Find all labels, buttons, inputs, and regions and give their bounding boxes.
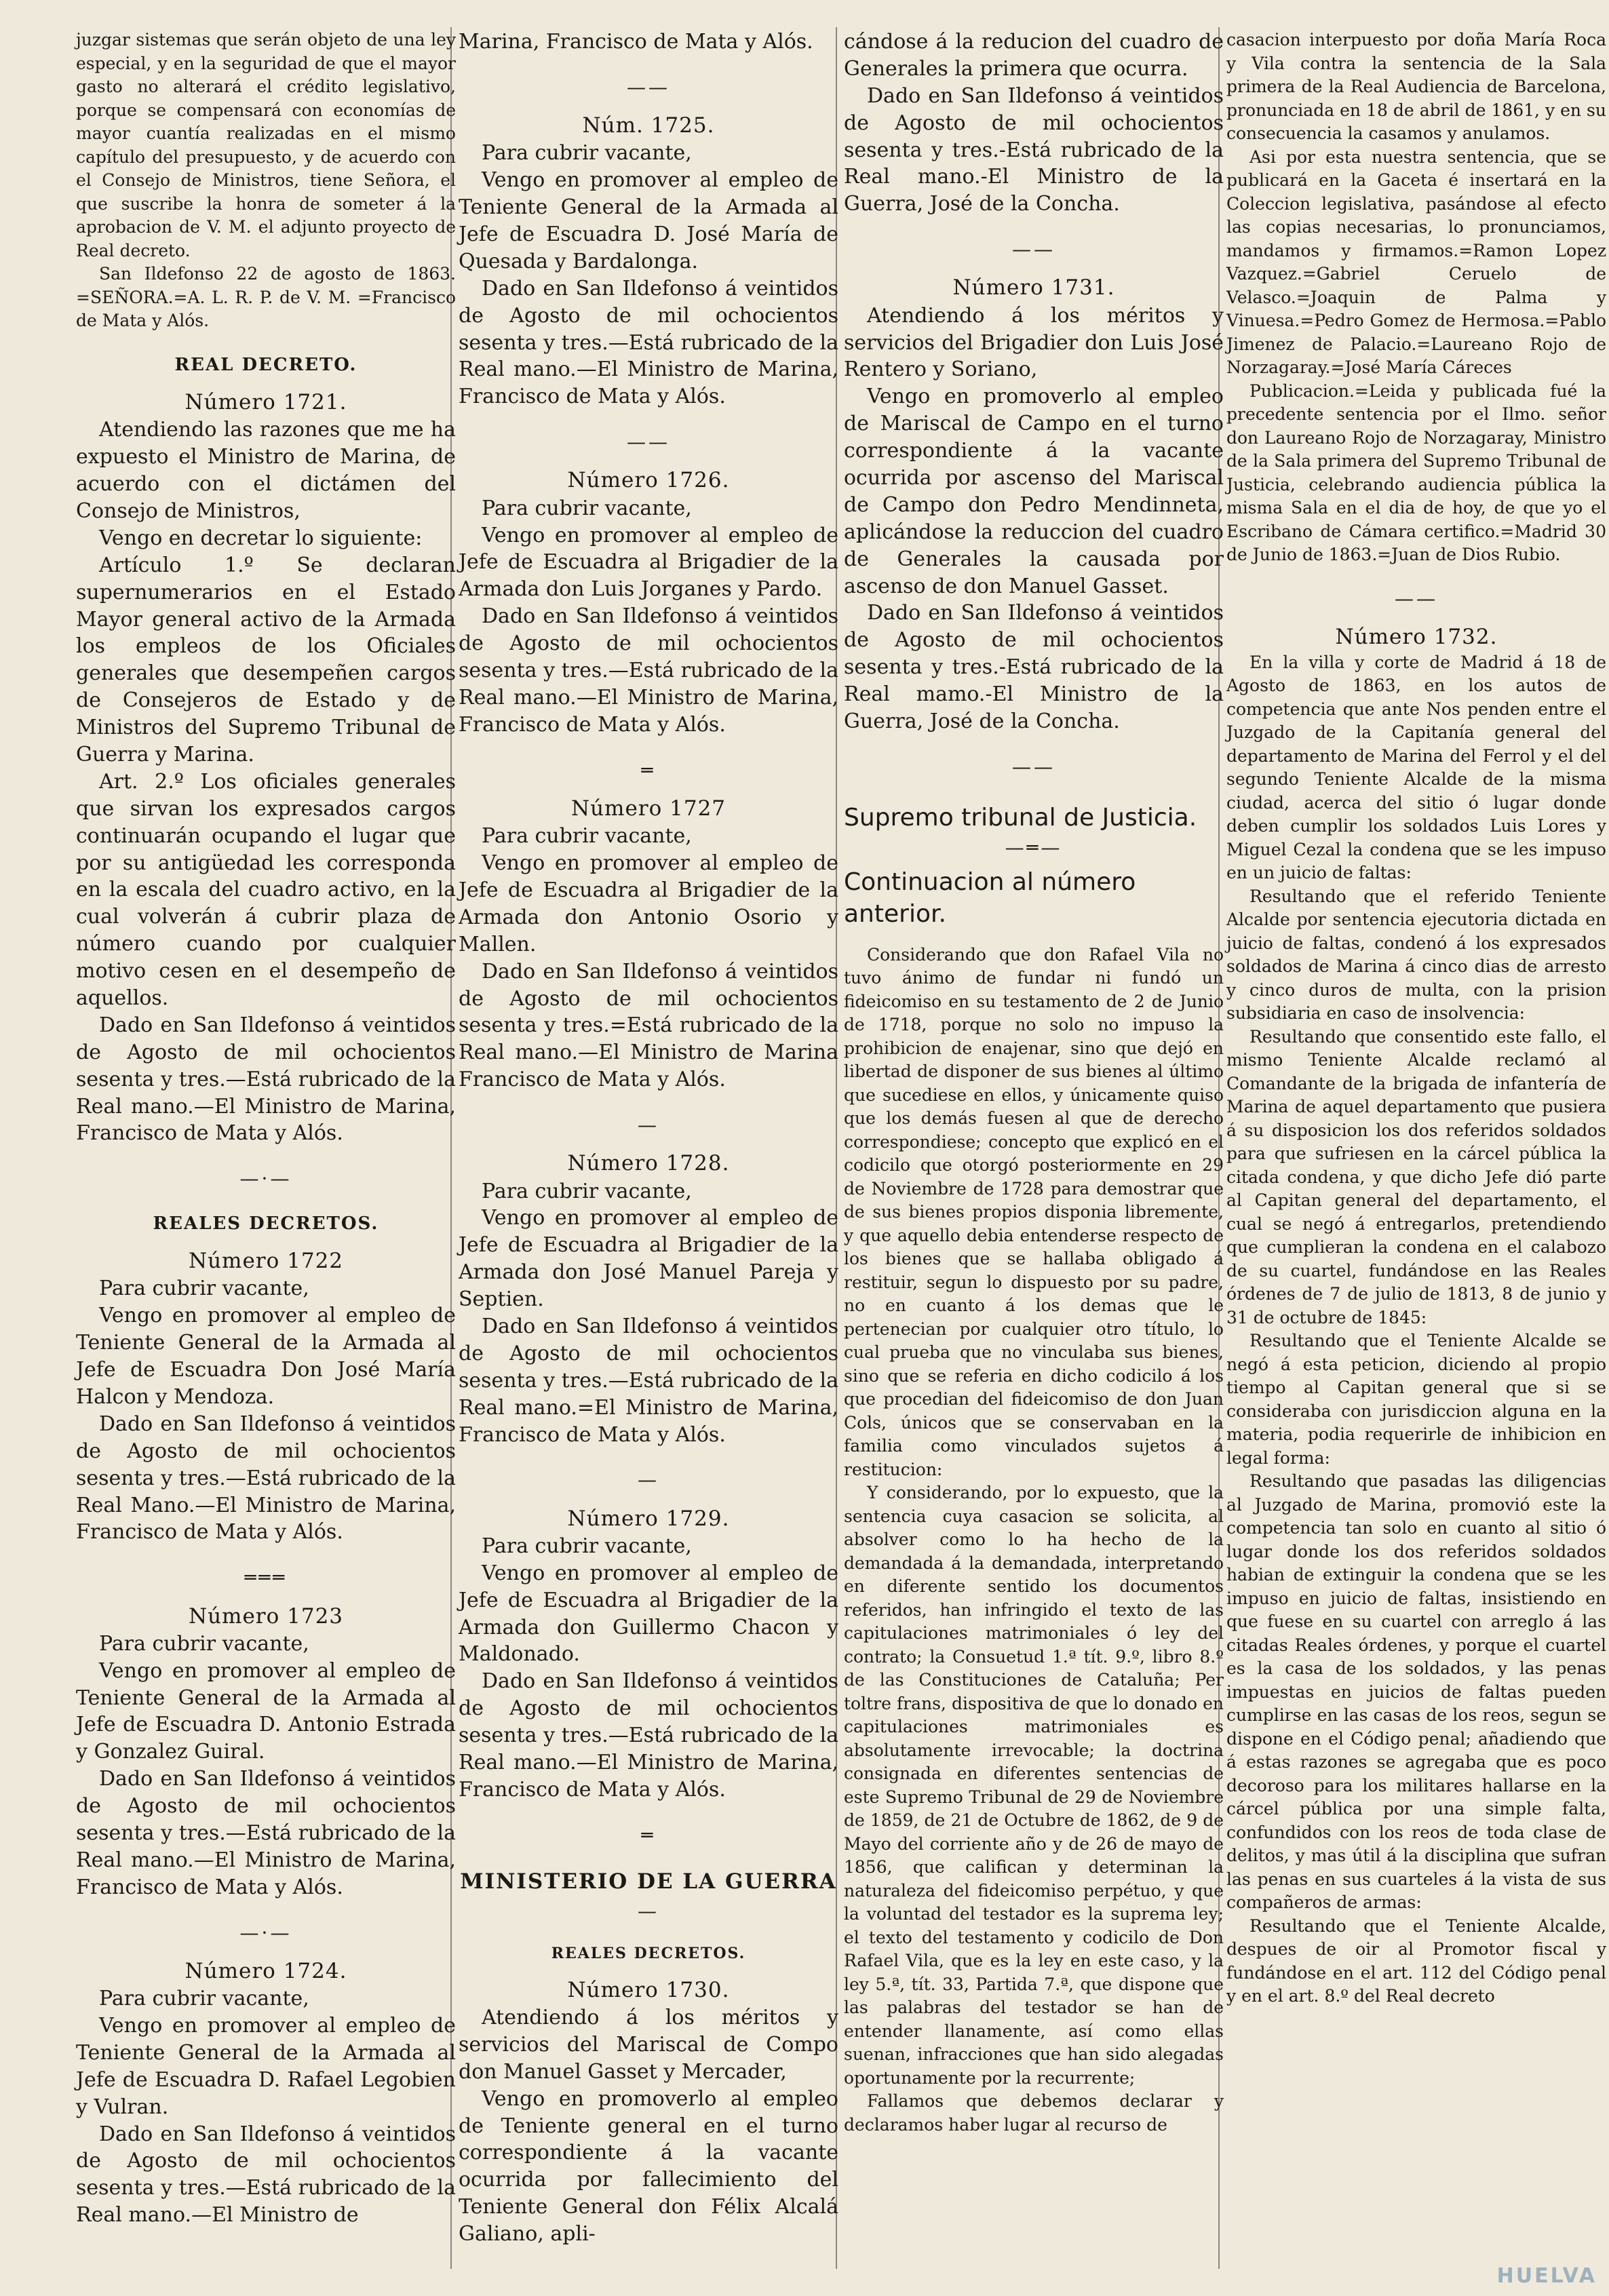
decree-paragraph: Vengo en promover al empleo de Teniente General de la Armada al Jefe de Escuadra D. José María de Quesada y Bardalonga. xyxy=(459,168,838,273)
preamble-text: juzgar sistemas que serán objeto de una ley especial, y en la seguridad de que el mayor gasto no alterará el crédito legislativo, porque se compensará con economías de mayor cuantía realizadas en el mismo capítulo del presupuesto, y de acuerdo con el Consejo de Ministros, tiene Señora, el que suscribe la honra de someter á la aprobacion de V. M. el adjunto proyecto de Real decreto. xyxy=(76,30,456,260)
decree-paragraph: Art. 2.º Los oficiales generales que sirvan los expresados cargos continuarán ocupando el lugar que por su antigüedad les corresponda en la escala del cuadro activo, en la cual volverán á cubrir plaza de número cuando por cualquier motivo cesen en el desempeño de aquellos. xyxy=(76,769,456,1010)
section-heading: REALES DECRETOS. xyxy=(551,1945,746,1963)
decree-paragraph: Dado en San Ildefonso á veintidos de Agosto de mil ochocientos sesenta y tres.—Está rubricado de la Real mano.—El Ministro de Marina, Francisco de Mata y Alós. xyxy=(76,1767,456,1899)
decree-paragraph: Vengo en promover al empleo de Jefe de Escuadra al Brigadier de la Armada don Antonio Osorio y Mallen. xyxy=(459,851,838,956)
decree-number: Número 1726. xyxy=(567,468,730,493)
decree-number: Núm. 1725. xyxy=(582,113,715,138)
continued-text: Marina, Francisco de Mata y Alós. xyxy=(459,30,813,54)
decree-number: Número 1727 xyxy=(570,796,726,821)
ruling-paragraph: Resultando que el referido Teniente Alcalde por sentencia ejecutoria dictada en juicio de faltas, condenó á los expresados soldados de Marina á cinco dias de arresto y cinco duros de multa, con la prision subsidiaria en caso de insolvencia: xyxy=(1226,886,1606,1024)
decree-paragraph: Vengo en promover al empleo de Jefe de Escuadra al Brigadier de la Armada don José Manuel Pareja y Septien. xyxy=(459,1206,838,1312)
preamble-signature: San Ildefonso 22 de agosto de 1863. =SEÑORA.=A. L. R. P. de V. M. =Francisco de Mata y Alós. xyxy=(76,264,456,330)
column-2 xyxy=(459,28,838,2248)
decree-paragraph: Atendiendo las razones que me ha expuesto el Ministro de Marina, de acuerdo con el dictámen del Consejo de Ministros, xyxy=(76,418,456,523)
ruling-paragraph: En la villa y corte de Madrid á 18 de Agosto de 1863, en los autos de competencia que ante Nos penden entre el Juzgado de la Capitanía general del departamento de Marina del Ferrol y el del segundo Teniente Alcalde de la misma ciudad, acerca del sitio ó lugar donde deben cumplir los soldados Luis Lores y Miguel Cezal la condena que se les impuso en un juicio de faltas: xyxy=(1226,652,1606,883)
decree-paragraph: Vengo en promoverlo al empleo de Teniente general en el turno correspondiente á la vacante ocurrida por fallecimiento del Teniente General don Félix Alcalá Galiano, apli- xyxy=(459,2086,838,2246)
decree-paragraph: Dado en San Ildefonso á veintidos de Agosto de mil ochocientos sesenta y tres.-Está rubricado de la Real mamo.-El Ministro de la Guerra, José de la Concha. xyxy=(844,601,1224,734)
separator: ═══ xyxy=(244,1566,288,1589)
decree-paragraph: Para cubrir vacante, xyxy=(99,1987,309,2011)
decree-number: Número 1721. xyxy=(185,390,347,415)
ruling-paragraph: Y considerando, por lo expuesto, que la sentencia cuya casacion se solicita, al absolver como lo ha hecho de la demandada á la demandada, interpretando en diferente sentido los documentos referidos, han infringido el texto de las capitulaciones matrimoniales ó ley del contrato; la Consuetud 1.ª tít. 9.º, libro 8.º de las Constituciones de Cataluña; Per toltre frans, dispositiva de que lo donado en capitulaciones matrimoniales es absolutamente irrevocable; la doctrina consignada en diferentes sentencias de este Supremo Tribunal de 29 de Noviembre de 1859, de 21 de Octubre de 1862, de 9 de Mayo del corriente año y de 26 de mayo de 1856, que califican y determinan la naturaleza del fideicomiso perpétuo, y que la voluntad del testador es la suprema ley; el texto del testamento y codicilo de Don Rafael Vila, que es la ley en este caso, y la ley 5.ª, tít. 33, Partida 7.ª, que dispone que las palabras del testador se han de entender llanamente, así como ellas suenan, infracciones que han sido alegadas oportunamente por la recurrente; xyxy=(844,1483,1224,2088)
tribunal-heading: Supremo tribunal de Justicia. xyxy=(844,804,1197,832)
ruling-paragraph: Resultando que consentido este fallo, el mismo Teniente Alcalde reclamó al Comandante de la brigada de infantería de Marina de aquel departamento que pusiera á su disposicion los dos referidos soldados para que sufriesen en la cárcel pública la citada condena, y que dicho Jefe dió parte al Capitan general del departamento, el cual se negó á entregarlos, pretendiendo que cumplieran la condena en el calabozo de su cuartel, fundándose en las Reales órdenes de 7 de julio de 1813, 8 de junio y 31 de octubre de 1845: xyxy=(1226,1026,1606,1327)
ministry-heading: MINISTERIO DE LA GUERRA xyxy=(460,1869,837,1894)
decree-paragraph: Vengo en promover al empleo de Teniente General de la Armada al Jefe de Escuadra Don José María Halcon y Mendoza. xyxy=(76,1304,456,1409)
separator: —— xyxy=(627,431,670,454)
decree-paragraph: Artículo 1.º Se declaran supernumerarios en el Estado Mayor general activo de la Armada los empleos de los Oficiales generales que desempeñen cargos de Consejeros de Estado y de Ministros del Supremo Tribunal de Guerra y Marina. xyxy=(76,553,456,766)
column-1 xyxy=(76,28,456,2229)
decree-paragraph: Atendiendo á los méritos y servicios del Brigadier don Luis José Rentero y Soriano, xyxy=(844,303,1224,382)
separator: —— xyxy=(1395,587,1438,610)
column-3 xyxy=(844,28,1224,2137)
decree-paragraph: Para cubrir vacante, xyxy=(482,141,692,166)
decree-number: Número 1732. xyxy=(1335,624,1498,649)
decree-paragraph: Vengo en promoverlo al empleo de Mariscal de Campo en el turno correspondiente á la vacante ocurrida por ascenso del Mariscal de Campo don Pedro Mendinneta, aplicándose la reduccion del cuadro de Generales la causada por ascenso de don Manuel Gasset. xyxy=(844,385,1224,598)
continued-text: casacion interpuesto por doña María Roca y Vila contra la sentencia de la Sala primera de la Real Audiencia de Barcelona, pronunciada en 18 de abril de 1861, y en su consecuencia la casamos y anulamos. xyxy=(1226,30,1606,143)
library-seal: HUELVA xyxy=(1496,2264,1597,2288)
decree-number: Número 1728. xyxy=(567,1151,730,1176)
separator: — xyxy=(638,1114,659,1137)
continued-text: cándose á la reducion del cuadro de Generales la primera que ocurra. xyxy=(844,30,1224,81)
decree-paragraph: Dado en San Ildefonso á veintidos de Agosto de mil ochocientos sesenta y tres.—Está rubricado de la Real Mano.—El Ministro de Marina, Francisco de Mata y Alós. xyxy=(76,1412,456,1544)
ruling-paragraph: Resultando que el Teniente Alcalde se negó á esta peticion, diciendo al propio tiempo al Capitan general que si se consideraba con jurisdiccion alguna en la materia, podia requerirle de inhibicion en legal forma: xyxy=(1226,1331,1606,1468)
decree-paragraph: Dado en San Ildefonso á veintidos de Agosto de mil ochocientos sesenta y tres.—Está rubricado de la Real mano.—El Ministro de xyxy=(76,2122,456,2227)
decree-number: Número 1729. xyxy=(567,1506,730,1531)
decree-paragraph: Vengo en decretar lo siguiente: xyxy=(99,526,423,550)
decree-paragraph: Dado en San Ildefonso á veintidos de Agosto de mil ochocientos sesenta y tres.—Está rubricado de la Real mano.—El Ministro de Marina, Francisco de Mata y Alós. xyxy=(459,276,838,409)
ruling-paragraph: Resultando que pasadas las diligencias al Juzgado de Marina, promovió este la competencia tan solo en cuanto al sitio ó lugar donde los dos referidos soldados habian de extinguir la condena que se les impuso en juicio de faltas, insistiendo en que fuese en su cuartel con arreglo á las citadas Reales órdenes, y porque el cuartel es la casa de los soldados, y las penas impuestas en juicios de faltas pueden cumplirse en las casas de los reos, segun se dispone en el Código penal; añadiendo que á estas razones se agregaba que es poco decoroso para los militares hallarse en la cárcel pública por una simple falta, confundidos con los reos de toda clase de delitos, y mas útil á la disciplina que sufran las penas en sus cuarteles á la vista de sus compañeros de armas: xyxy=(1226,1471,1606,1913)
separator: —— xyxy=(627,75,670,98)
ruling-paragraph: Publicacion.=Leida y publicada fué la precedente sentencia por el Ilmo. señor don Laureano Rojo de Norzagaray, Ministro de la Sala primera del Supremo Tribunal de Justicia, celebrando audiencia pública la misma Sala en el dia de hoy, de que yo el Escribano de Cámara certifico.=Madrid 30 de Junio de 1863.=Juan de Dios Rubio. xyxy=(1226,381,1606,564)
decree-paragraph: Para cubrir vacante, xyxy=(99,1277,309,1301)
decree-paragraph: Dado en San Ildefonso á veintidos de Agosto de mil ochocientos sesenta y tres.—Está rubricado de la Real mano.—El Ministro de Marina, Francisco de Mata y Alós. xyxy=(76,1013,456,1146)
separator: ═ xyxy=(641,758,656,781)
decree-number: Número 1722 xyxy=(188,1249,344,1274)
decree-paragraph: Vengo en promover al empleo de Teniente General de la Armada al Jefe de Escuadra D. Antonio Estrada y Gonzalez Guiral. xyxy=(76,1658,456,1764)
decree-number: Número 1724. xyxy=(185,1958,347,1983)
separator: ═ xyxy=(641,1823,656,1846)
decree-paragraph: Dado en San Ildefonso á veintidos de Agosto de mil ochocientos sesenta y tres.—Está rubricado de la Real mano.—El Ministro de Marina, Francisco de Mata y Alós. xyxy=(459,604,838,737)
decree-paragraph: Para cubrir vacante, xyxy=(99,1631,309,1656)
separator: — xyxy=(638,1900,659,1923)
section-heading: REALES DECRETOS. xyxy=(153,1213,379,1234)
decree-paragraph: Para cubrir vacante, xyxy=(482,1179,692,1203)
decree-paragraph: Dado en San Ildefonso á veintidos de Agosto de mil ochocientos sesenta y tres.=Está rubricado de la Real mano.—El Ministro de Marina Francisco de Mata y Alós. xyxy=(459,959,838,1092)
decree-paragraph: Vengo en promover al empleo de Jefe de Escuadra al Brigadier de la Armada don Guillermo Chacon y Maldonado. xyxy=(459,1561,838,1667)
decree-paragraph: Dado en San Ildefonso á veintidos de Agosto de mil ochocientos sesenta y tres.-Está rubricado de la Real mano.-El Ministro de la Guerra, José de la Concha. xyxy=(844,83,1224,216)
decree-paragraph: Atendiendo á los méritos y servicios del Mariscal de Compo don Manuel Gasset y Mercader, xyxy=(459,2005,838,2084)
ruling-paragraph: Considerando que don Rafael Vila no tuvo ánimo de fundar ni fundó un fideicomiso en su testamento de 2 de Junio de 1718, porque no solo no impuso la prohibicion de enajenar, sino que dejó en libertad de disponer de sus bienes al último que sucediese en ellos, y únicamente quiso que los demás fuesen al que de derecho correspondiese; concepto que explicó en el codicilo que otorgó posteriormente en 29 de Noviembre de 1728 para demostrar que de sus bienes propios disponia libremente, y que aquello debia entenderse respecto de los bienes que se hallaba obligado á restituir, segun lo dispuesto por su padre, no en cuanto á los demas que le pertenecian por cualquier otro título, lo cual prueba que no vinculaba sus bienes, sino que se referia en dicho codicilo á los que procedian del fideicomiso de don Juan Cols, únicos que se conservaban en la familia como vinculados sujetos á restitucion: xyxy=(844,944,1224,1479)
ruling-paragraph: Fallamos que debemos declarar y declaramos haber lugar al recurso de xyxy=(844,2091,1224,2135)
separator: —═— xyxy=(1005,836,1063,859)
decree-paragraph: Vengo en promover al empleo de Jefe de Escuadra al Brigadier de la Armada don Luis Jorganes y Pardo. xyxy=(459,523,838,602)
decree-paragraph: Para cubrir vacante, xyxy=(482,1534,692,1558)
separator: —— xyxy=(1012,238,1055,261)
ruling-paragraph: Resultando que el Teniente Alcalde, despues de oir al Promotor fiscal y fundándose en el art. 112 del Código penal y en el art. 8.º del Real decreto xyxy=(1226,1915,1606,2006)
decree-number: Número 1731. xyxy=(952,275,1115,300)
separator: — xyxy=(638,1468,659,1492)
column-4 xyxy=(1226,28,1606,2008)
decree-paragraph: Para cubrir vacante, xyxy=(482,496,692,520)
decree-paragraph: Dado en San Ildefonso á veintidos de Agosto de mil ochocientos sesenta y tres.—Está rubricado de la Real mano.—El Ministro de Marina, Francisco de Mata y Alós. xyxy=(459,1669,838,1802)
decree-number: Número 1723 xyxy=(188,1603,344,1629)
decree-number: Número 1730. xyxy=(567,1977,730,2002)
continuation-heading: Continuacion al número anterior. xyxy=(844,868,1136,928)
decree-paragraph: Para cubrir vacante, xyxy=(482,824,692,849)
separator: —— xyxy=(1012,755,1055,778)
ruling-paragraph: Asi por esta nuestra sentencia, que se publicará en la Gaceta é insertará en la Coleccion legislativa, pasándose al efecto las copias necesarias, lo pronunciamos, mandamos y firmamos.=Ramon Lopez Vazquez.=Gabriel Ceruelo de Velasco.=Joaquin de Palma y Vinuesa.=Pedro Gomez de Hermosa.=Pablo Jimenez de Palacio.=Laureano Rojo de Norzagaray.=José María Cáreces xyxy=(1226,147,1606,377)
decree-paragraph: Dado en San Ildefonso á veintidos de Agosto de mil ochocientos sesenta y tres.—Está rubricado de la Real mano.=El Ministro de Marina, Francisco de Mata y Alós. xyxy=(459,1314,838,1447)
separator: —·— xyxy=(239,1921,292,1944)
decree-paragraph: Vengo en promover al empleo de Teniente General de la Armada al Jefe de Escuadra D. Rafael Legobien y Vulran. xyxy=(76,2013,456,2119)
section-heading: REAL DECRETO. xyxy=(174,354,357,375)
separator: —·— xyxy=(239,1167,292,1190)
